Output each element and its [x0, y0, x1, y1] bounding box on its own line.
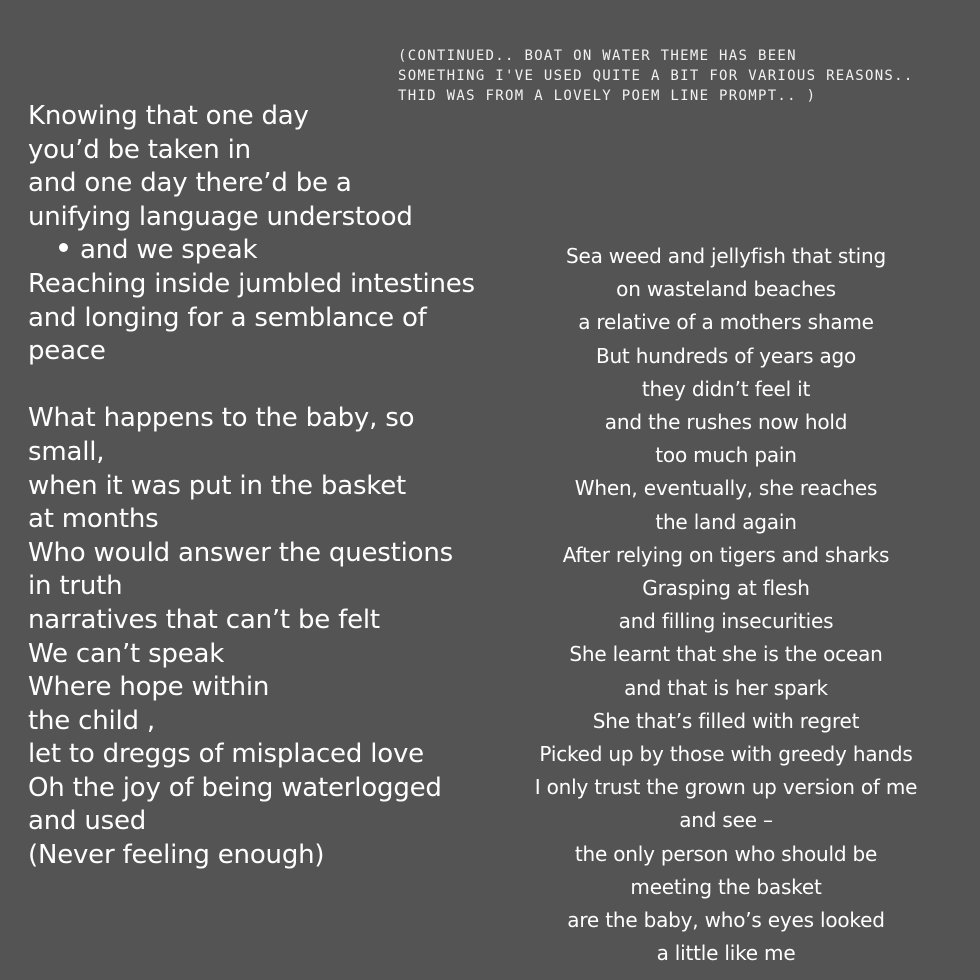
poem-line: you’d be taken in	[28, 134, 251, 165]
poem-line: Where hope within	[28, 672, 270, 703]
poem-line: the land again	[655, 509, 797, 534]
poem-line: are the baby, who’s eyes looked	[567, 908, 885, 933]
bullet-poem-line-text: and we speak	[80, 235, 258, 266]
poem-line: She learnt that she is the ocean	[569, 642, 883, 667]
author-note-line: (CONTINUED.. BOAT ON WATER THEME HAS BEEN	[398, 48, 797, 64]
poem-line: After relying on tigers and sharks	[562, 542, 890, 567]
poem-line: and one day there’d be a	[28, 168, 352, 199]
bullet-poem-line	[28, 234, 518, 268]
poem-line: the only person who should be	[574, 841, 878, 866]
right-poem	[500, 240, 952, 970]
poem-line: She that’s filled with regret	[592, 708, 860, 733]
poem-line: (Never feeling enough)	[28, 840, 325, 871]
poem-line: small,	[28, 436, 105, 467]
poem-line: Picked up by those with greedy hands	[539, 742, 913, 767]
poem-line: Who would answer the questions	[28, 537, 453, 568]
author-note-line: SOMETHING I'VE USED QUITE A BIT FOR VARIOUS REASONS..	[398, 68, 914, 84]
poem-line: We can’t speak	[28, 638, 225, 669]
poem-line: Sea weed and jellyfish that sting	[565, 244, 887, 268]
poem-line: and the rushes now hold	[604, 410, 848, 435]
poem-line: in truth	[28, 571, 123, 602]
poem-line: on wasteland beaches	[616, 277, 836, 302]
poem-line: when it was put in the basket	[28, 470, 407, 501]
poem-line: let to dreggs of misplaced love	[28, 739, 424, 770]
poem-line: they didn’t feel it	[641, 376, 811, 401]
bullet-icon	[59, 243, 68, 252]
poem-line: What happens to the baby, so	[28, 403, 415, 434]
poem-line: and see –	[679, 808, 773, 833]
poem-line: When, eventually, she reaches	[574, 476, 878, 501]
poem-line: Reaching inside jumbled intestines	[28, 268, 475, 299]
poem-line: and longing for a semblance of	[28, 302, 427, 333]
stanza-break	[28, 369, 518, 403]
poem-line: narratives that can’t be felt	[28, 604, 380, 635]
left-poem	[28, 100, 518, 873]
poem-line: at months	[28, 504, 159, 535]
poem-line: Oh the joy of being waterlogged	[28, 772, 442, 803]
poem-line: a little like me	[656, 941, 796, 966]
poem-line: Knowing that one day	[28, 101, 309, 131]
author-note-line: THID WAS FROM A LOVELY POEM LINE PROMPT.. )	[398, 88, 817, 104]
poem-line: meeting the basket	[630, 874, 822, 899]
poem-line: a relative of a mothers shame	[578, 310, 874, 335]
poem-line: But hundreds of years ago	[595, 343, 857, 368]
author-note	[398, 46, 958, 106]
poem-line: and used	[28, 806, 147, 837]
poem-line: peace	[28, 336, 106, 367]
poem-line: unifying language understood	[28, 201, 413, 232]
poem-line: too much pain	[655, 443, 797, 468]
poem-line: I only trust the grown up version of me	[534, 775, 918, 800]
poem-line: the child ,	[28, 705, 155, 736]
poem-line: and that is her spark	[624, 675, 828, 700]
poem-line: Grasping at flesh	[642, 576, 810, 601]
poem-line: and filling insecurities	[618, 609, 834, 634]
